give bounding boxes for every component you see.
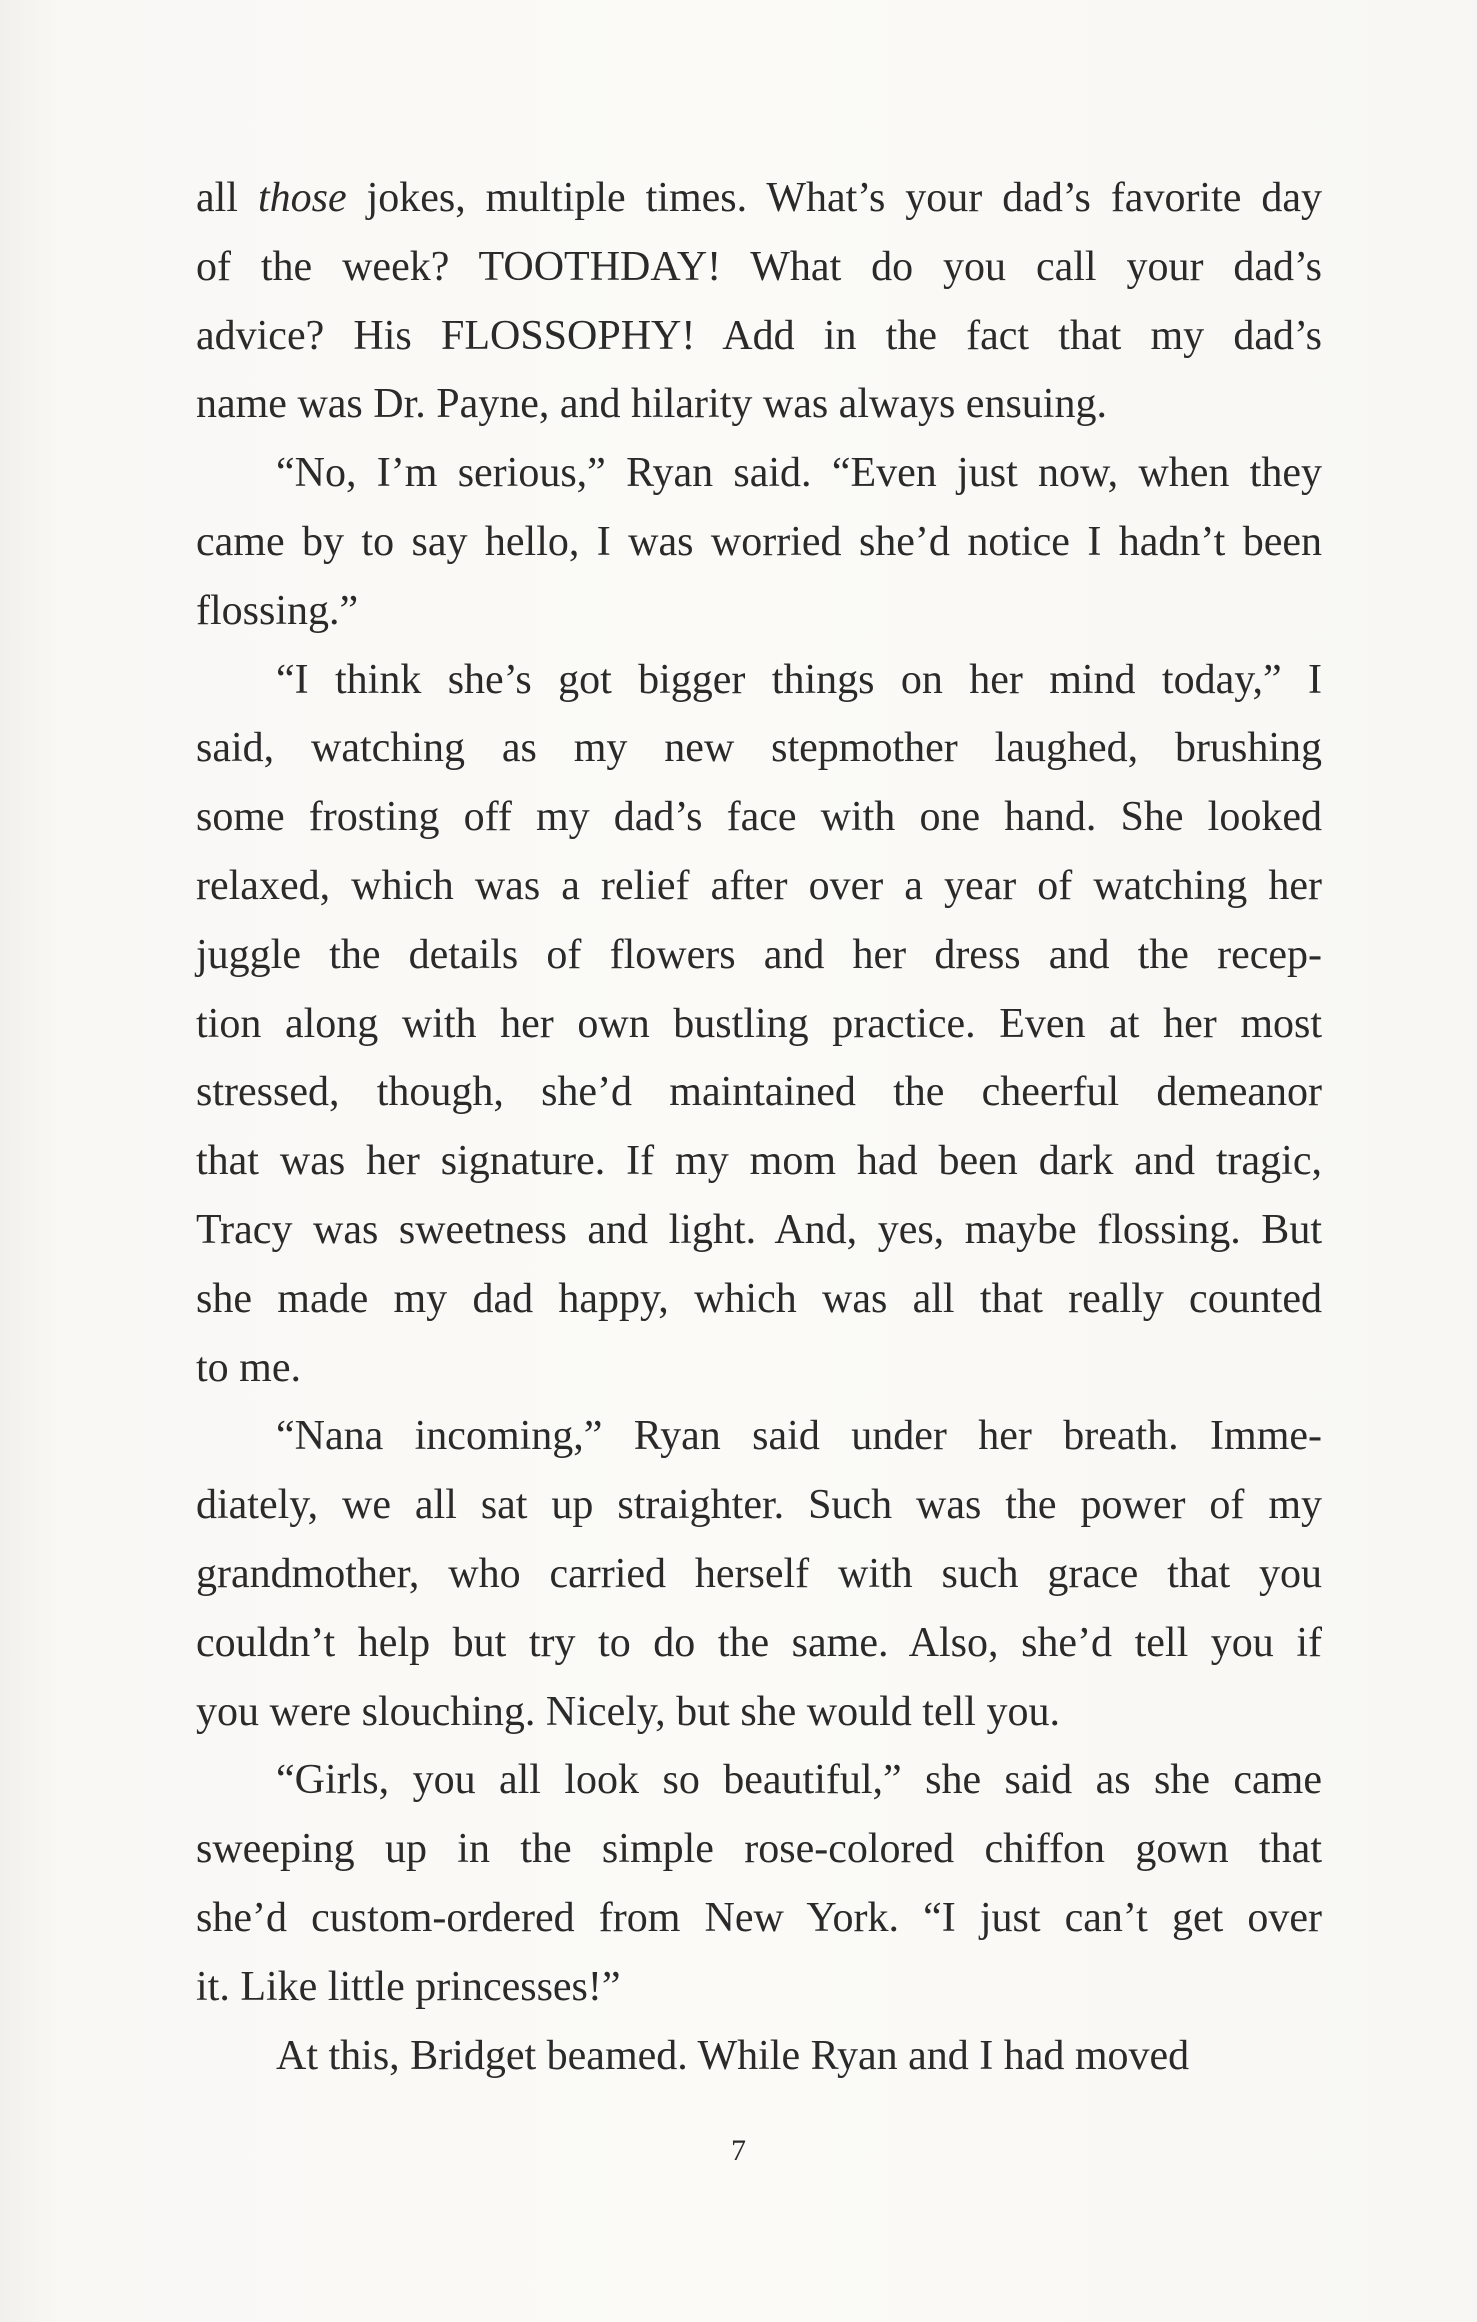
page-number: 7 xyxy=(731,2134,746,2167)
text-line: Tracy was sweetness and light. And, yes, maybe flossing. But xyxy=(196,1206,1322,1253)
text-line: tion along with her own bustling practice. Even at her most xyxy=(196,1000,1322,1047)
text-line: flossing.” xyxy=(196,587,359,634)
text-line: “Nana incoming,” Ryan said under her breath. Imme- xyxy=(276,1413,1322,1460)
text-line: “Girls, you all look so beautiful,” she said as she came xyxy=(276,1757,1322,1804)
paragraph xyxy=(196,646,1322,1403)
text-line: that was her signature. If my mom had been dark and tragic, xyxy=(196,1138,1322,1185)
body-text xyxy=(196,164,1322,2090)
text-line: you were slouching. Nicely, but she would tell you. xyxy=(196,1688,1060,1735)
text-line: said, watching as my new stepmother laughed, brushing xyxy=(196,725,1322,772)
text-line xyxy=(196,164,1322,233)
paragraph xyxy=(196,2022,1322,2091)
text-line: came by to say hello, I was worried she’d notice I hadn’t been xyxy=(196,518,1322,565)
paragraph xyxy=(196,439,1322,645)
text-line: “No, I’m serious,” Ryan said. “Even just now, when they xyxy=(276,450,1322,497)
text-line: it. Like little princesses!” xyxy=(196,1963,621,2010)
paragraph xyxy=(196,1746,1322,2021)
text-run: all xyxy=(196,175,258,221)
paragraph xyxy=(196,164,1322,439)
text-run: jokes, multiple times. What’s your dad’s favorite day xyxy=(346,175,1323,221)
text-line: name was Dr. Payne, and hilarity was always ensuing. xyxy=(196,381,1107,428)
text-line: of the week? TOOTHDAY! What do you call your dad’s xyxy=(196,243,1322,290)
text-line: to me. xyxy=(196,1344,301,1391)
text-line: sweeping up in the simple rose-colored chiffon gown that xyxy=(196,1826,1322,1873)
text-line: At this, Bridget beamed. While Ryan and I had moved xyxy=(276,2032,1190,2079)
text-line: she made my dad happy, which was all that really counted xyxy=(196,1275,1322,1322)
text-line: stressed, though, she’d maintained the cheerful demeanor xyxy=(196,1069,1322,1116)
text-line: couldn’t help but try to do the same. Also, she’d tell you if xyxy=(196,1619,1322,1666)
text-line: relaxed, which was a relief after over a year of watching her xyxy=(196,862,1322,909)
text-line: diately, we all sat up straighter. Such was the power of my xyxy=(196,1482,1322,1529)
text-line: some frosting off my dad’s face with one hand. She looked xyxy=(196,794,1322,841)
text-line: advice? His FLOSSOPHY! Add in the fact that my dad’s xyxy=(196,312,1322,359)
paragraph xyxy=(196,1402,1322,1746)
emphasis-text: those xyxy=(257,175,347,221)
text-line: she’d custom-ordered from New York. “I just can’t get over xyxy=(196,1894,1322,1941)
text-line: grandmother, who carried herself with such grace that you xyxy=(196,1550,1322,1597)
text-line: juggle the details of flowers and her dress and the recep- xyxy=(196,931,1322,978)
text-line: “I think she’s got bigger things on her mind today,” I xyxy=(276,656,1322,703)
